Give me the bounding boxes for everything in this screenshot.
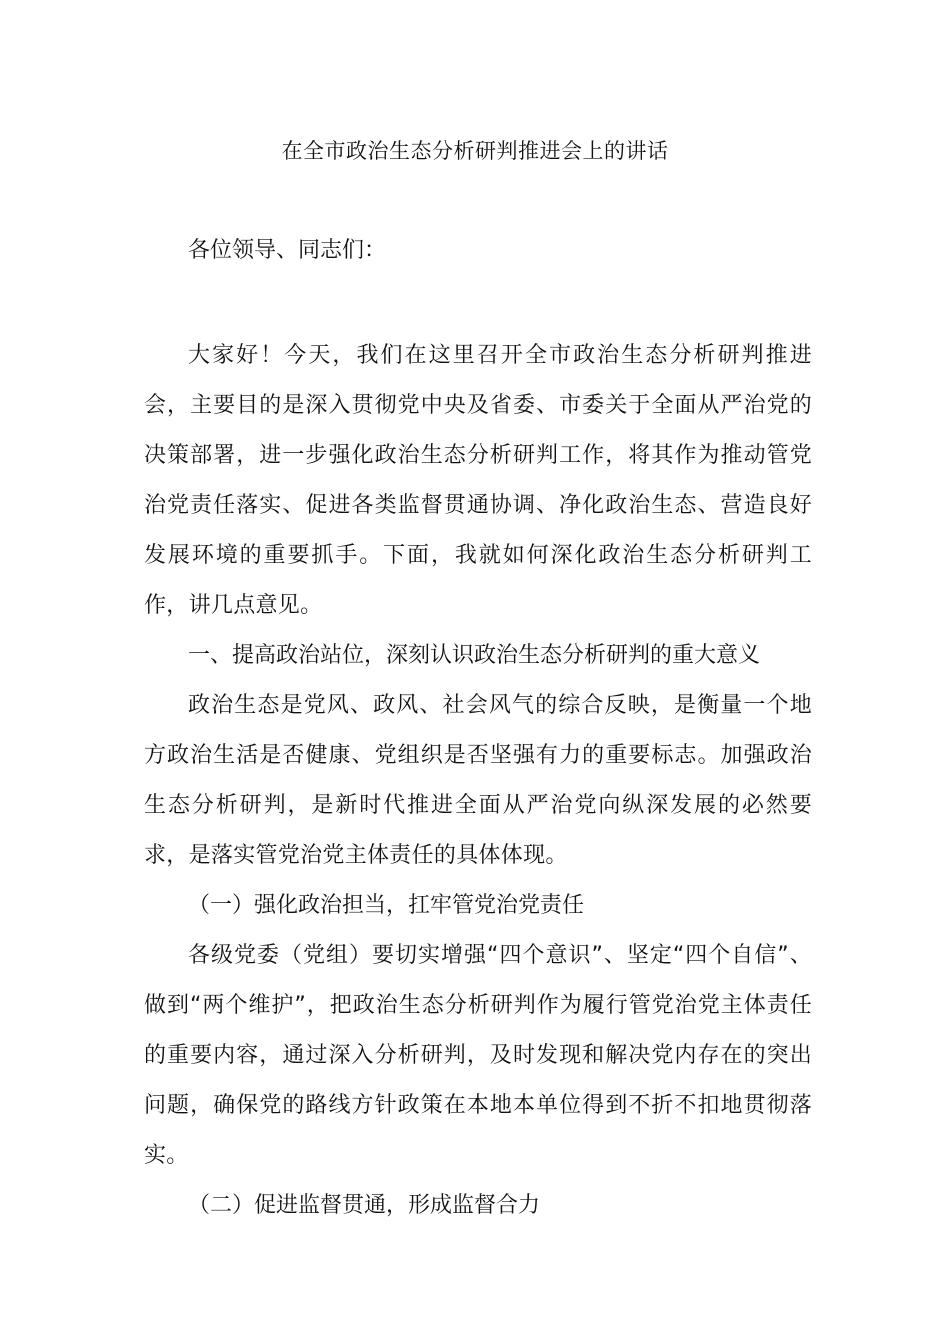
paragraph-significance: 政治生态是党风、政风、社会风气的综合反映，是衡量一个地方政治生活是否健康、党组织是否坚强有力的重要标志。加强政治生态分析研判，是新时代推进全面从严治党向纵深发展的必然要求，是落实管党治党主体责任的具体体现。 xyxy=(144,693,812,868)
section-heading-1: 一、提高政治站位，深刻认识政治生态分析研判的重大意义 xyxy=(188,643,761,668)
subsection-heading-2: （二）促进监督贯通，形成监督合力 xyxy=(188,1193,541,1218)
document-body xyxy=(144,331,812,1231)
paragraph-responsibility: 各级党委（党组）要切实增强“四个意识”、坚定“四个自信”、做到“两个维护”，把政治生态分析研判作为履行管党治党主体责任的重要内容，通过深入分析研判，及时发现和解决党内存在的突出问题，确保党的路线方针政策在本地本单位得到不折不扣地贯彻落实。 xyxy=(144,943,812,1168)
salutation: 各位领导、同志们： xyxy=(188,238,387,263)
paragraph-opening: 大家好！今天，我们在这里召开全市政治生态分析研判推进会，主要目的是深入贯彻党中央及省委、市委关于全面从严治党的决策部署，进一步强化政治生态分析研判工作，将其作为推动管党治党责任落实、促进各类监督贯通协调、净化政治生态、营造良好发展环境的重要抓手。下面，我就如何深化政治生态分析研判工作，讲几点意见。 xyxy=(144,343,812,618)
document-title: 在全市政治生态分析研判推进会上的讲话 xyxy=(281,139,669,163)
subsection-heading-1: （一）强化政治担当，扛牢管党治党责任 xyxy=(188,893,585,918)
